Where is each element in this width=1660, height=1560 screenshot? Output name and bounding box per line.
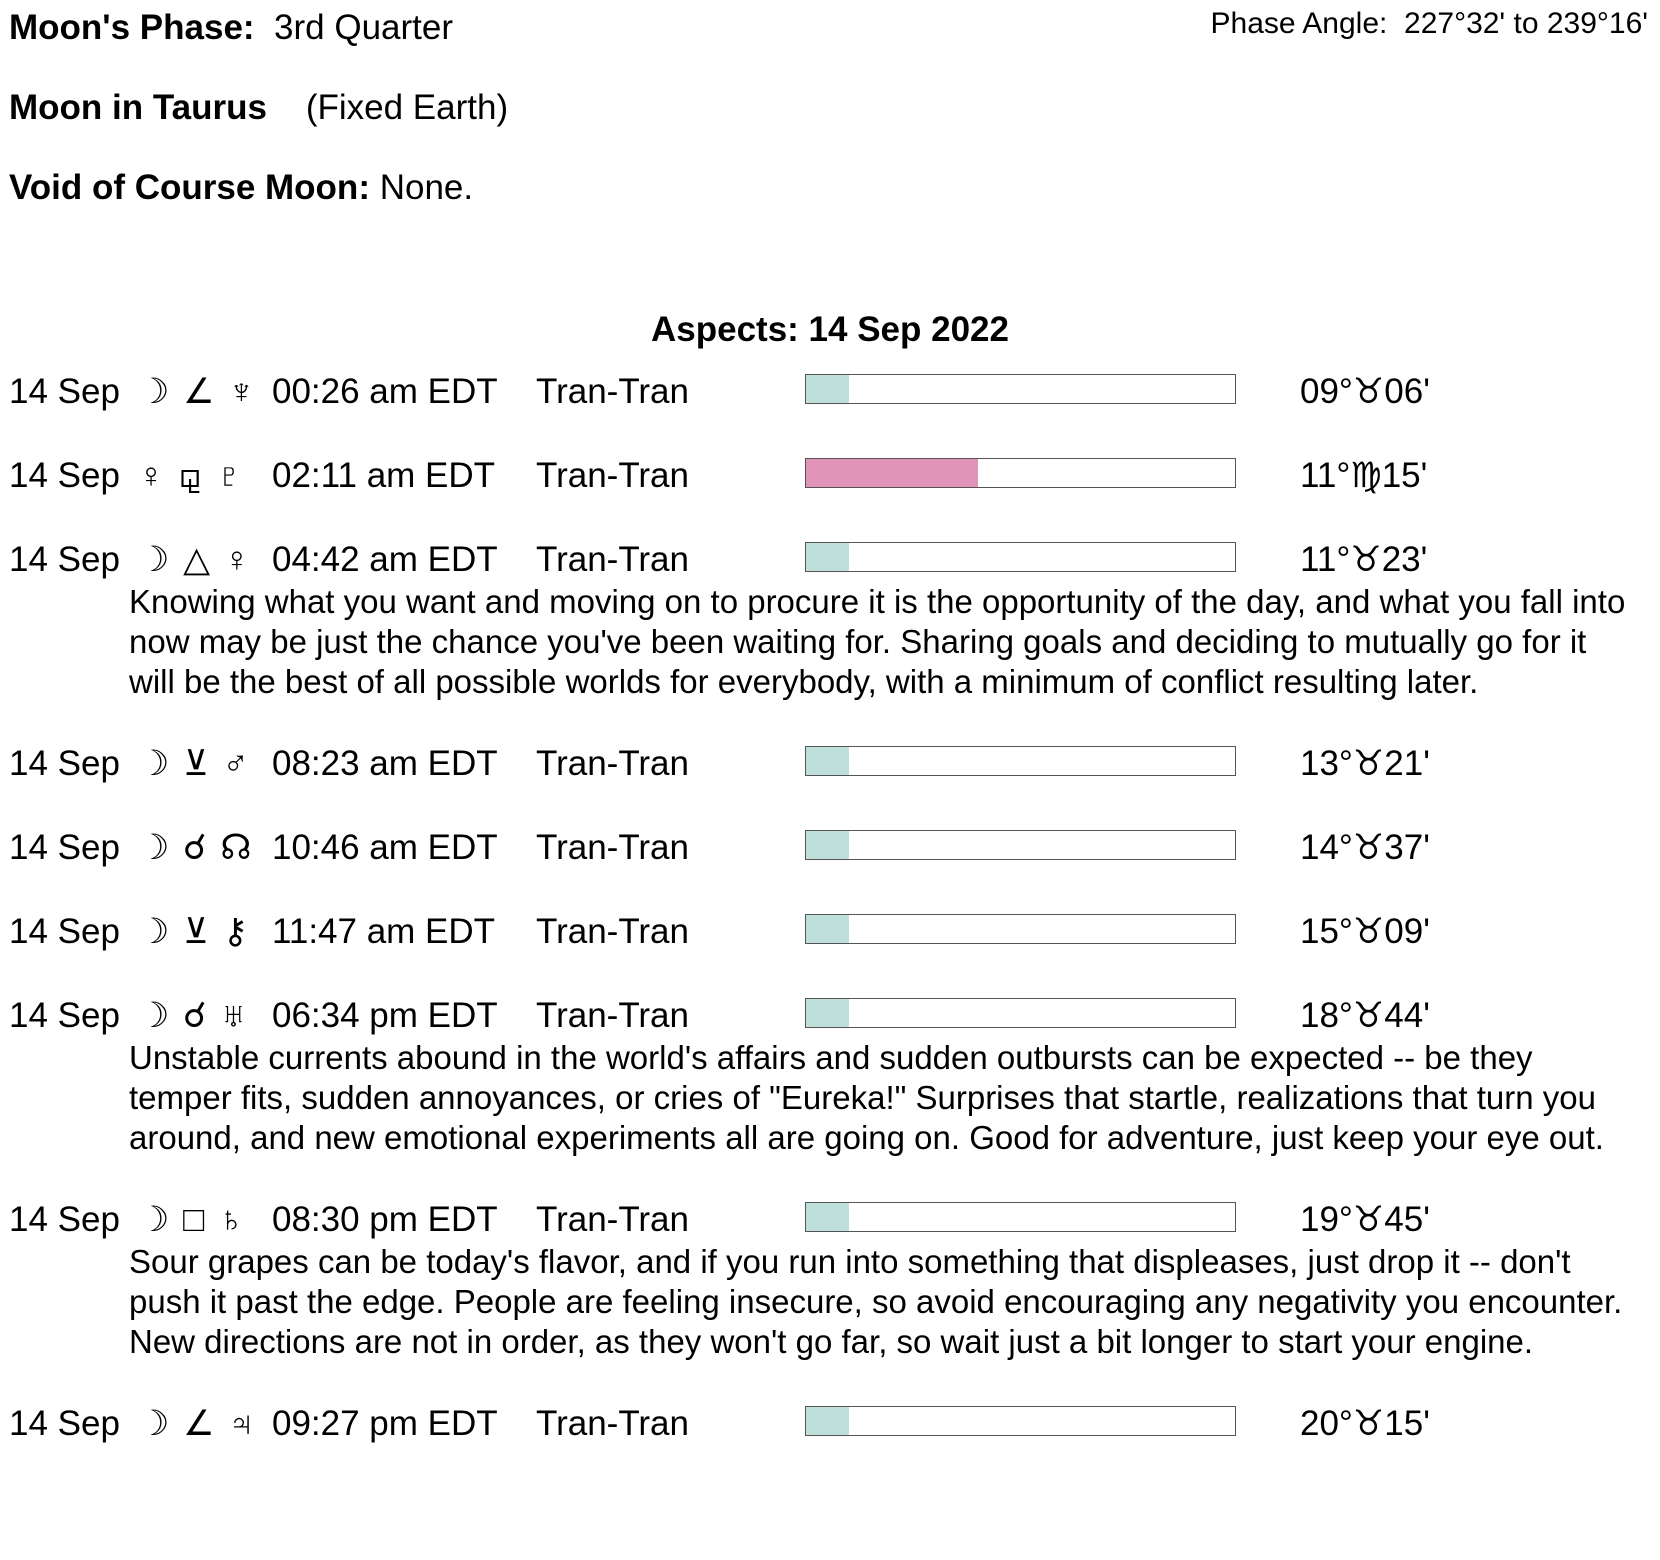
aspect-date: 14 Sep	[9, 996, 120, 1035]
aspect-position: 11°♉23'	[1300, 540, 1428, 579]
aspect-glyphs: ☽ □ ♄	[138, 1200, 247, 1239]
aspect-time: 09:27 pm EDT	[272, 1404, 498, 1443]
aspect-entry	[0, 538, 1660, 702]
aspect-row	[0, 454, 1660, 498]
strength-bar-fill	[806, 375, 849, 403]
strength-bar-fill	[806, 459, 978, 487]
aspect-time: 08:23 am EDT	[272, 744, 498, 783]
aspect-time: 06:34 pm EDT	[272, 996, 498, 1035]
aspect-type: Tran-Tran	[536, 912, 689, 951]
aspect-row	[0, 994, 1660, 1038]
aspect-type: Tran-Tran	[536, 1404, 689, 1443]
phase-angle-value: 227°32' to 239°16'	[1404, 7, 1648, 40]
moon-phase-line	[9, 8, 453, 48]
aspect-row	[0, 1198, 1660, 1242]
strength-bar-fill	[806, 747, 849, 775]
aspect-type: Tran-Tran	[536, 996, 689, 1035]
strength-bar-fill	[806, 999, 849, 1027]
aspect-glyphs: ☽ ∠ ♆	[138, 372, 257, 411]
aspect-date: 14 Sep	[9, 1200, 120, 1239]
aspect-date: 14 Sep	[9, 744, 120, 783]
aspect-date: 14 Sep	[9, 828, 120, 867]
aspect-row	[0, 370, 1660, 414]
moon-sign-label: Moon in Taurus	[9, 88, 267, 127]
aspect-row	[0, 538, 1660, 582]
aspect-position: 11°♍15'	[1300, 456, 1428, 495]
strength-bar	[805, 914, 1236, 944]
strength-bar	[805, 1202, 1236, 1232]
aspect-glyphs: ☽ ☌ ♅	[138, 996, 249, 1035]
aspect-position: 13°♉21'	[1300, 744, 1430, 783]
aspect-type: Tran-Tran	[536, 372, 689, 411]
strength-bar	[805, 542, 1236, 572]
aspect-row	[0, 910, 1660, 954]
aspect-glyphs: ☽ ∠ ♃	[138, 1404, 257, 1443]
aspect-interpretation: Unstable currents abound in the world's affairs and sudden outbursts can be expected -- be they temper fits, sudden annoyances, or cries of "Eureka!" Surprises that startle, realizations that turn you around, and new emotional experiments all are going on. Good for adventure, just keep your eye out.	[129, 1039, 1604, 1156]
aspect-position: 19°♉45'	[1300, 1200, 1430, 1239]
aspect-entry	[0, 910, 1660, 954]
moon-sign-line	[9, 88, 508, 128]
aspect-entry	[0, 742, 1660, 786]
strength-bar	[805, 998, 1236, 1028]
aspect-interpretation: Sour grapes can be today's flavor, and if you run into something that displeases, just drop it -- don't push it past the edge. People are feeling insecure, so avoid encouraging any negativity you encounter. New directions are not in order, as they won't go far, so wait just a bit longer to start your engine.	[129, 1243, 1623, 1360]
aspect-entry	[0, 994, 1660, 1158]
aspect-date: 14 Sep	[9, 540, 120, 579]
strength-bar-fill	[806, 915, 849, 943]
void-of-course-label: Void of Course Moon:	[9, 168, 370, 207]
aspect-time: 08:30 pm EDT	[272, 1200, 498, 1239]
strength-bar-fill	[806, 1203, 849, 1231]
moon-phase-value: 3rd Quarter	[274, 8, 454, 47]
void-of-course-line	[9, 168, 473, 208]
aspect-position: 18°♉44'	[1300, 996, 1430, 1035]
aspect-glyphs: ♀ ⚼ ♇	[138, 456, 245, 495]
aspect-type: Tran-Tran	[536, 744, 689, 783]
aspect-entry	[0, 454, 1660, 498]
strength-bar	[805, 374, 1236, 404]
aspect-time: 10:46 am EDT	[272, 828, 498, 867]
strength-bar	[805, 458, 1236, 488]
aspect-date: 14 Sep	[9, 372, 120, 411]
aspect-time: 02:11 am EDT	[272, 456, 496, 495]
aspect-row	[0, 1402, 1660, 1446]
aspect-time: 00:26 am EDT	[272, 372, 498, 411]
aspect-glyphs: ☽ △ ♀	[138, 540, 252, 579]
aspect-list	[0, 370, 1660, 1486]
aspect-position: 15°♉09'	[1300, 912, 1430, 951]
phase-angle	[1211, 6, 1648, 42]
aspects-title: Aspects: 14 Sep 2022	[651, 310, 1009, 349]
aspect-entry	[0, 370, 1660, 414]
aspect-position: 20°♉15'	[1300, 1404, 1430, 1443]
aspect-row	[0, 826, 1660, 870]
aspect-type: Tran-Tran	[536, 828, 689, 867]
aspect-time: 04:42 am EDT	[272, 540, 498, 579]
aspect-entry	[0, 1402, 1660, 1446]
aspect-type: Tran-Tran	[536, 456, 689, 495]
aspect-glyphs: ☽ ⊻ ⚷	[138, 912, 251, 951]
aspect-position: 14°♉37'	[1300, 828, 1430, 867]
moon-sign-detail: (Fixed Earth)	[305, 88, 509, 127]
aspect-date: 14 Sep	[9, 912, 120, 951]
aspect-date: 14 Sep	[9, 1404, 120, 1443]
aspect-glyphs: ☽ ⊻ ♂	[138, 744, 251, 783]
aspect-row	[0, 742, 1660, 786]
aspect-type: Tran-Tran	[536, 1200, 689, 1239]
void-of-course-value: None.	[379, 168, 474, 207]
strength-bar-fill	[806, 543, 849, 571]
strength-bar	[805, 1406, 1236, 1436]
strength-bar	[805, 830, 1236, 860]
aspect-glyphs: ☽ ☌ ☊	[138, 828, 254, 867]
strength-bar	[805, 746, 1236, 776]
moon-phase-label: Moon's Phase:	[9, 8, 255, 47]
strength-bar-fill	[806, 1407, 849, 1435]
aspect-type: Tran-Tran	[536, 540, 689, 579]
aspect-interpretation: Knowing what you want and moving on to procure it is the opportunity of the day, and what you fall into now may be just the chance you've been waiting for. Sharing goals and deciding to mutually go for it will be the best of all possible worlds for everybody, with a minimum of conflict resulting later.	[129, 583, 1626, 700]
strength-bar-fill	[806, 831, 849, 859]
phase-angle-label: Phase Angle:	[1210, 7, 1388, 40]
aspect-entry	[0, 826, 1660, 870]
aspect-date: 14 Sep	[9, 456, 120, 495]
aspect-entry	[0, 1198, 1660, 1362]
aspect-time: 11:47 am EDT	[272, 912, 496, 951]
aspect-position: 09°♉06'	[1300, 372, 1430, 411]
